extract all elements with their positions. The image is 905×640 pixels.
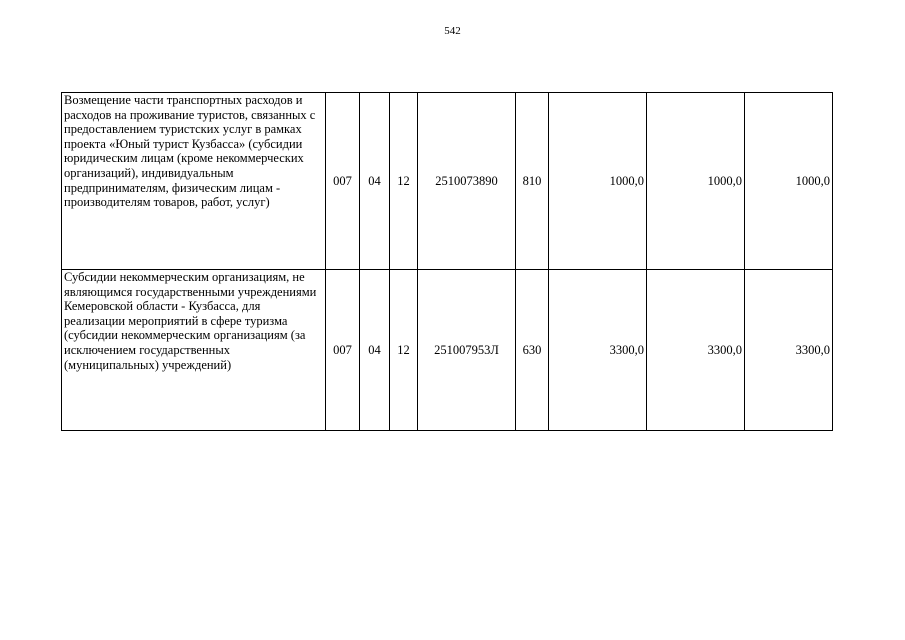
expense-type-code: 810 bbox=[516, 93, 549, 270]
table-row bbox=[62, 270, 833, 431]
target-article-code: 251007953Л bbox=[418, 270, 516, 431]
amount-year-2: 3300,0 bbox=[647, 270, 745, 431]
table-row bbox=[62, 93, 833, 270]
target-article-code: 2510073890 bbox=[418, 93, 516, 270]
row-description: Возмещение части транспортных расходов и расходов на проживание туристов, связанных с предоставлением туристских услуг в рамках проекта «Юный турист Кузбасса» (субсидии юридическим лицам (кроме некоммерческих организаций), индивидуальным предпринимателям, физическим лицам - производителям товаров, работ, услуг) bbox=[62, 93, 326, 270]
page-number: 542 bbox=[444, 25, 461, 37]
row-description: Субсидии некоммерческим организациям, не являющимся государственными учреждениями Кемеровской области - Кузбасса, для реализации мероприятий в сфере туризма (субсидии некоммерческим организациям (за исключением государственных (муниципальных) учреждений) bbox=[62, 270, 326, 431]
section-code: 04 bbox=[360, 270, 390, 431]
ministry-code: 007 bbox=[326, 93, 360, 270]
amount-year-1: 1000,0 bbox=[549, 93, 647, 270]
amount-year-3: 1000,0 bbox=[745, 93, 833, 270]
amount-year-1: 3300,0 bbox=[549, 270, 647, 431]
amount-year-2: 1000,0 bbox=[647, 93, 745, 270]
amount-year-3: 3300,0 bbox=[745, 270, 833, 431]
ministry-code: 007 bbox=[326, 270, 360, 431]
subsection-code: 12 bbox=[390, 93, 418, 270]
section-code: 04 bbox=[360, 93, 390, 270]
subsection-code: 12 bbox=[390, 270, 418, 431]
budget-table bbox=[61, 92, 833, 431]
expense-type-code: 630 bbox=[516, 270, 549, 431]
